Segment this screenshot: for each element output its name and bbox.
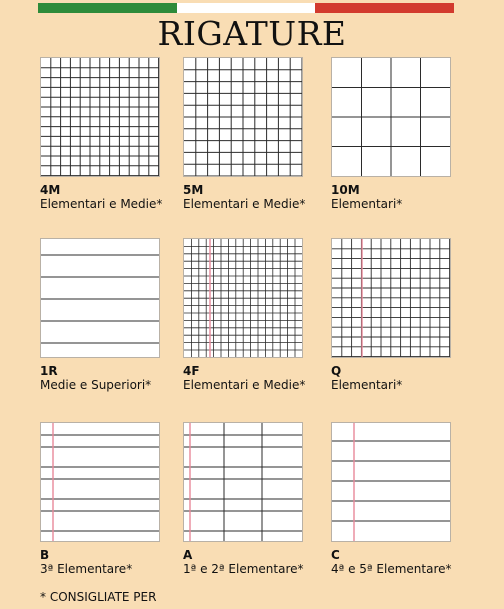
ruling-sample-c <box>331 422 451 542</box>
ruling-card-b <box>40 422 180 576</box>
footnote: * CONSIGLIATE PER <box>40 590 157 604</box>
ruling-description: Elementari e Medie* <box>183 378 306 392</box>
ruling-pattern <box>41 423 159 541</box>
ruling-pattern <box>184 239 302 357</box>
flag-white <box>177 3 316 13</box>
ruling-code: A <box>183 548 193 562</box>
ruling-sample-a <box>183 422 303 542</box>
ruling-card-a <box>183 422 323 576</box>
ruling-sample-1r <box>40 238 160 358</box>
ruling-code: Q <box>331 364 342 378</box>
ruling-card-4f <box>183 238 323 392</box>
ruling-card-1r <box>40 238 180 392</box>
ruling-pattern <box>332 423 450 541</box>
page-title: RIGATURE <box>157 14 347 53</box>
flag-stripe <box>38 3 454 13</box>
flag-red <box>315 3 454 13</box>
ruling-pattern <box>332 239 450 357</box>
ruling-description: Medie e Superiori* <box>40 378 152 392</box>
ruling-code: 5M <box>183 183 204 197</box>
ruling-card-10m <box>331 57 471 211</box>
ruling-code: C <box>331 548 340 562</box>
ruling-description: 4ª e 5ª Elementare* <box>331 562 452 576</box>
ruling-code: B <box>40 548 50 562</box>
ruling-description: Elementari e Medie* <box>40 197 163 211</box>
ruling-pattern <box>332 58 450 176</box>
ruling-card-q <box>331 238 471 392</box>
ruling-card-c <box>331 422 471 576</box>
ruling-description: Elementari* <box>331 197 403 211</box>
ruling-sample-5m <box>183 57 303 177</box>
ruling-card-5m <box>183 57 323 211</box>
ruling-pattern <box>41 239 159 357</box>
ruling-code: 10M <box>331 183 360 197</box>
ruling-pattern <box>184 423 302 541</box>
ruling-sample-4f <box>183 238 303 358</box>
ruling-pattern <box>41 58 159 176</box>
ruling-code: 4F <box>183 364 200 378</box>
ruling-description: 3ª Elementare* <box>40 562 133 576</box>
ruling-pattern <box>184 58 302 176</box>
ruling-sample-10m <box>331 57 451 177</box>
ruling-code: 1R <box>40 364 58 378</box>
flag-green <box>38 3 177 13</box>
ruling-sample-q <box>331 238 451 358</box>
ruling-code: 4M <box>40 183 61 197</box>
ruling-card-4m <box>40 57 180 211</box>
ruling-sample-4m <box>40 57 160 177</box>
ruling-description: 1ª e 2ª Elementare* <box>183 562 304 576</box>
ruling-sample-b <box>40 422 160 542</box>
ruling-description: Elementari e Medie* <box>183 197 306 211</box>
ruling-description: Elementari* <box>331 378 403 392</box>
